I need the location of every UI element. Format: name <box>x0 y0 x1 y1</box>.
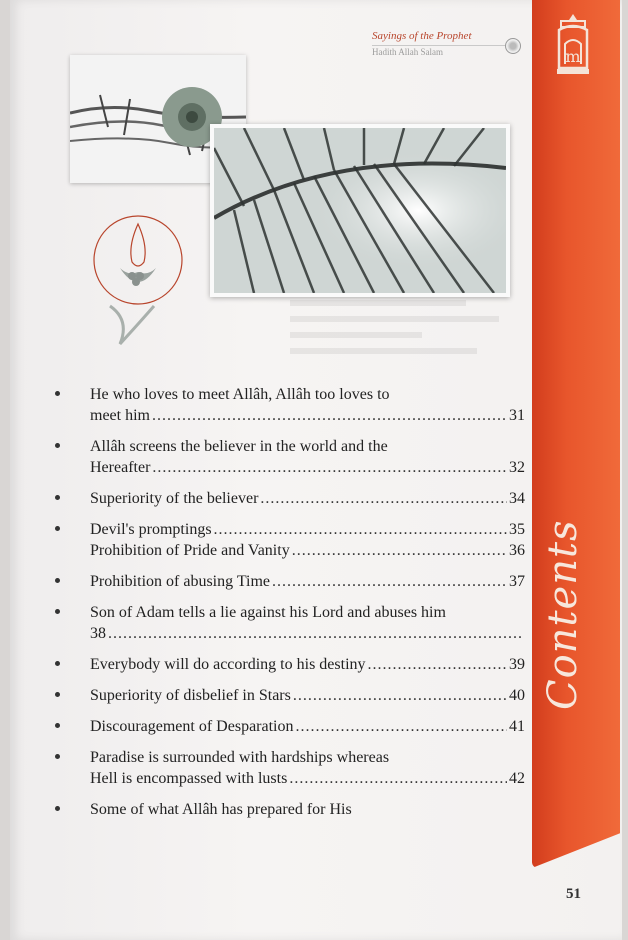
toc-line <box>90 716 525 737</box>
bullet-icon <box>55 754 60 759</box>
toc-line <box>90 799 525 820</box>
toc-page-number: 35 <box>509 521 525 538</box>
toc-page-number: 32 <box>509 459 525 476</box>
toc-line <box>90 685 525 706</box>
bullet-icon <box>55 609 60 614</box>
toc-page-number: 37 <box>509 573 525 590</box>
palm-leaf-photo <box>210 124 510 297</box>
dot-leader <box>152 457 507 478</box>
toc-entry[interactable] <box>55 654 525 675</box>
toc-page-number: 39 <box>509 656 525 673</box>
toc-line <box>90 488 525 509</box>
contents-label <box>540 620 586 710</box>
toc-entry[interactable] <box>55 602 525 644</box>
toc-page-number: 42 <box>509 770 525 787</box>
toc-title: Superiority of the believer <box>90 490 259 507</box>
bullet-icon <box>55 443 60 448</box>
toc-line <box>90 571 525 592</box>
toc-entry[interactable] <box>55 488 525 509</box>
toc-title: Allâh screens the believer in the world and the <box>90 438 388 455</box>
toc-line <box>90 384 525 405</box>
toc-title: Discouragement of Desparation <box>90 718 294 735</box>
toc-line <box>90 457 525 478</box>
toc-entry[interactable] <box>55 436 525 478</box>
toc-line <box>90 623 525 644</box>
dot-leader <box>289 768 507 789</box>
toc-entry[interactable] <box>55 685 525 706</box>
toc-page-number: 34 <box>509 490 525 507</box>
toc-title: Some of what Allâh has prepared for His <box>90 801 352 818</box>
toc-line <box>90 540 525 561</box>
running-header-subtitle: Hadith Allah Salam <box>372 45 508 57</box>
toc-line <box>90 405 525 426</box>
header-ornament-icon <box>505 38 521 54</box>
toc-title: Superiority of disbelief in Stars <box>90 687 291 704</box>
dot-leader <box>214 519 507 540</box>
bullet-icon <box>55 723 60 728</box>
bullet-icon <box>55 578 60 583</box>
toc-page-number: 36 <box>509 542 525 559</box>
toc-line <box>90 436 525 457</box>
toc-entry[interactable] <box>55 799 525 820</box>
toc-page-number: 31 <box>509 407 525 424</box>
toc-title: Paradise is surrounded with hardships whereas <box>90 749 390 766</box>
toc-entry[interactable] <box>55 519 525 561</box>
toc-page-number: 40 <box>509 687 525 704</box>
toc-entry[interactable] <box>55 571 525 592</box>
running-header-title: Sayings of the Prophet <box>372 30 472 42</box>
toc-line <box>90 747 525 768</box>
toc-line <box>90 602 525 623</box>
toc-entry[interactable] <box>55 747 525 789</box>
dot-leader <box>295 716 507 737</box>
faint-bleedthrough-text <box>290 290 510 370</box>
toc-entry[interactable] <box>55 384 525 426</box>
bullet-icon <box>55 692 60 697</box>
toc-title: Devil's promptings <box>90 521 212 538</box>
toc-line <box>90 519 525 540</box>
toc-page-number: 41 <box>509 718 525 735</box>
dot-leader <box>272 571 507 592</box>
toc-title: Hereafter <box>90 459 151 476</box>
toc-title: He who loves to meet Allâh, Allâh too loves to <box>90 386 390 403</box>
toc-title: Prohibition of abusing Time <box>90 573 271 590</box>
dot-leader <box>368 654 507 675</box>
toc-title: 38 <box>90 625 106 642</box>
toc-line <box>90 654 525 675</box>
tulip-ornament-icon <box>90 210 186 350</box>
dot-leader <box>293 685 507 706</box>
toc-title: Hell is encompassed with lusts <box>90 770 288 787</box>
svg-text:m: m <box>565 47 581 66</box>
toc-title: Everybody will do according to his destiny <box>90 656 366 673</box>
toc-line <box>90 768 525 789</box>
page-number: 51 <box>566 886 581 902</box>
bullet-icon <box>55 806 60 811</box>
dot-leader <box>292 540 507 561</box>
toc-title: Prohibition of Pride and Vanity <box>90 542 290 559</box>
bullet-icon <box>55 495 60 500</box>
toc-title: Son of Adam tells a lie against his Lord and abuses him <box>90 604 446 621</box>
toc-title: meet him <box>90 407 150 424</box>
bullet-icon <box>55 526 60 531</box>
lantern-logo-icon <box>553 12 593 82</box>
toc-entry[interactable] <box>55 716 525 737</box>
contents-ribbon <box>532 0 620 868</box>
table-of-contents <box>55 384 525 820</box>
bullet-icon <box>55 391 60 396</box>
dot-leader <box>260 488 507 509</box>
dot-leader <box>152 405 507 426</box>
bullet-icon <box>55 661 60 666</box>
dot-leader <box>108 623 523 644</box>
